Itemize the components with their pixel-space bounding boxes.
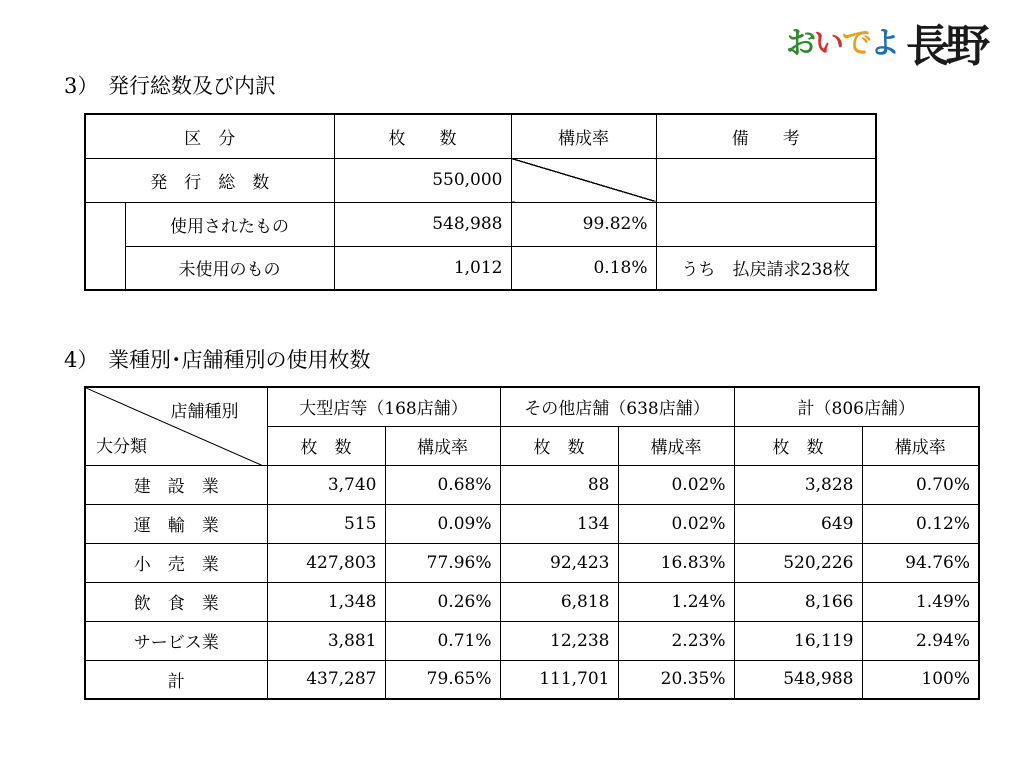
cell-value: 437,287: [267, 660, 385, 699]
section4-number: 4）: [64, 348, 99, 372]
section3-heading: [64, 70, 276, 100]
cell-value: 649: [734, 504, 862, 543]
unused-count: 1,012: [334, 246, 511, 290]
cell-value: 0.68%: [385, 465, 500, 504]
total-count: 550,000: [334, 158, 511, 202]
cell-value: 94.76%: [862, 543, 979, 582]
oideyo-nagano-logo: [786, 10, 1006, 72]
cell-value: 20.35%: [618, 660, 734, 699]
unused-remarks: うち 払戻請求238枚: [656, 246, 876, 290]
corner-store-type: 店舗種別: [170, 402, 239, 422]
subheader-ratio: 構成率: [862, 426, 979, 465]
cell-value: 0.26%: [385, 582, 500, 621]
subheader-ratio: 構成率: [385, 426, 500, 465]
unused-label: 未使用のもの: [125, 246, 334, 290]
cell-value: 3,881: [267, 621, 385, 660]
corner-category: 大分類: [96, 437, 147, 457]
table-row: [85, 543, 979, 582]
table-row: [85, 114, 876, 158]
row-label: 飲 食 業: [85, 582, 267, 621]
subheader-count: 枚 数: [500, 426, 618, 465]
header-remarks: 備 考: [656, 114, 876, 158]
section4-heading: [64, 344, 371, 374]
cell-value: 77.96%: [385, 543, 500, 582]
used-count: 548,988: [334, 202, 511, 246]
cell-value: 111,701: [500, 660, 618, 699]
table-row: [85, 158, 876, 202]
cell-value: 6,818: [500, 582, 618, 621]
group-header-large: 大型店等（168店舗）: [267, 387, 500, 426]
header-ratio: 構成率: [511, 114, 656, 158]
cell-value: 427,803: [267, 543, 385, 582]
row-label: 計: [85, 660, 267, 699]
cell-value: 1,348: [267, 582, 385, 621]
indent-cell: [85, 202, 125, 290]
cell-value: 0.71%: [385, 621, 500, 660]
table-row: [85, 660, 979, 699]
table-row: [85, 246, 876, 290]
table-row: [85, 202, 876, 246]
cell-value: 88: [500, 465, 618, 504]
total-remarks: [656, 158, 876, 202]
used-ratio: 99.82%: [511, 202, 656, 246]
used-label: 使用されたもの: [125, 202, 334, 246]
cell-value: 3,828: [734, 465, 862, 504]
table-row: [85, 504, 979, 543]
corner-header: [85, 387, 267, 465]
cell-value: 100%: [862, 660, 979, 699]
industry-table: [84, 386, 980, 700]
cell-value: 0.09%: [385, 504, 500, 543]
cell-value: 134: [500, 504, 618, 543]
group-header-total: 計（806店舗）: [734, 387, 979, 426]
cell-value: 3,740: [267, 465, 385, 504]
logo-hiragana: [786, 18, 898, 62]
logo-char-o: お: [786, 26, 814, 61]
used-remarks: [656, 202, 876, 246]
logo-char-i: い: [814, 26, 842, 61]
group-header-other: その他店舗（638店舗）: [500, 387, 734, 426]
cell-value: 0.12%: [862, 504, 979, 543]
section3-number: 3）: [64, 74, 99, 98]
cell-value: 12,238: [500, 621, 618, 660]
header-category: 区 分: [85, 114, 334, 158]
cell-value: 520,226: [734, 543, 862, 582]
logo-kanji: 長野: [906, 21, 986, 72]
cell-value: 2.23%: [618, 621, 734, 660]
cell-value: 92,423: [500, 543, 618, 582]
cell-value: 548,988: [734, 660, 862, 699]
table-row: [85, 465, 979, 504]
cell-value: 8,166: [734, 582, 862, 621]
cell-value: 0.02%: [618, 504, 734, 543]
subheader-count: 枚 数: [267, 426, 385, 465]
row-label: 小 売 業: [85, 543, 267, 582]
cell-value: 0.02%: [618, 465, 734, 504]
cell-value: 0.70%: [862, 465, 979, 504]
section3-title: 発行総数及び内訳: [108, 74, 276, 98]
cell-value: 2.94%: [862, 621, 979, 660]
cell-value: 79.65%: [385, 660, 500, 699]
logo-char-yo: よ: [870, 26, 898, 61]
cell-value: 1.49%: [862, 582, 979, 621]
row-label: サービス業: [85, 621, 267, 660]
table-row: [85, 582, 979, 621]
subheader-count: 枚 数: [734, 426, 862, 465]
logo-char-de: で: [842, 26, 870, 61]
cell-value: 16.83%: [618, 543, 734, 582]
issuance-table: [84, 113, 877, 291]
table-row: [85, 387, 979, 426]
cell-value: 1.24%: [618, 582, 734, 621]
cell-value: 515: [267, 504, 385, 543]
diagonal-cell: [511, 158, 656, 202]
row-label: 建 設 業: [85, 465, 267, 504]
table-row: [85, 621, 979, 660]
subheader-ratio: 構成率: [618, 426, 734, 465]
total-label: 発 行 総 数: [85, 158, 334, 202]
header-count: 枚 数: [334, 114, 511, 158]
unused-ratio: 0.18%: [511, 246, 656, 290]
row-label: 運 輸 業: [85, 504, 267, 543]
section4-title: 業種別･店舗種別の使用枚数: [108, 348, 371, 372]
cell-value: 16,119: [734, 621, 862, 660]
